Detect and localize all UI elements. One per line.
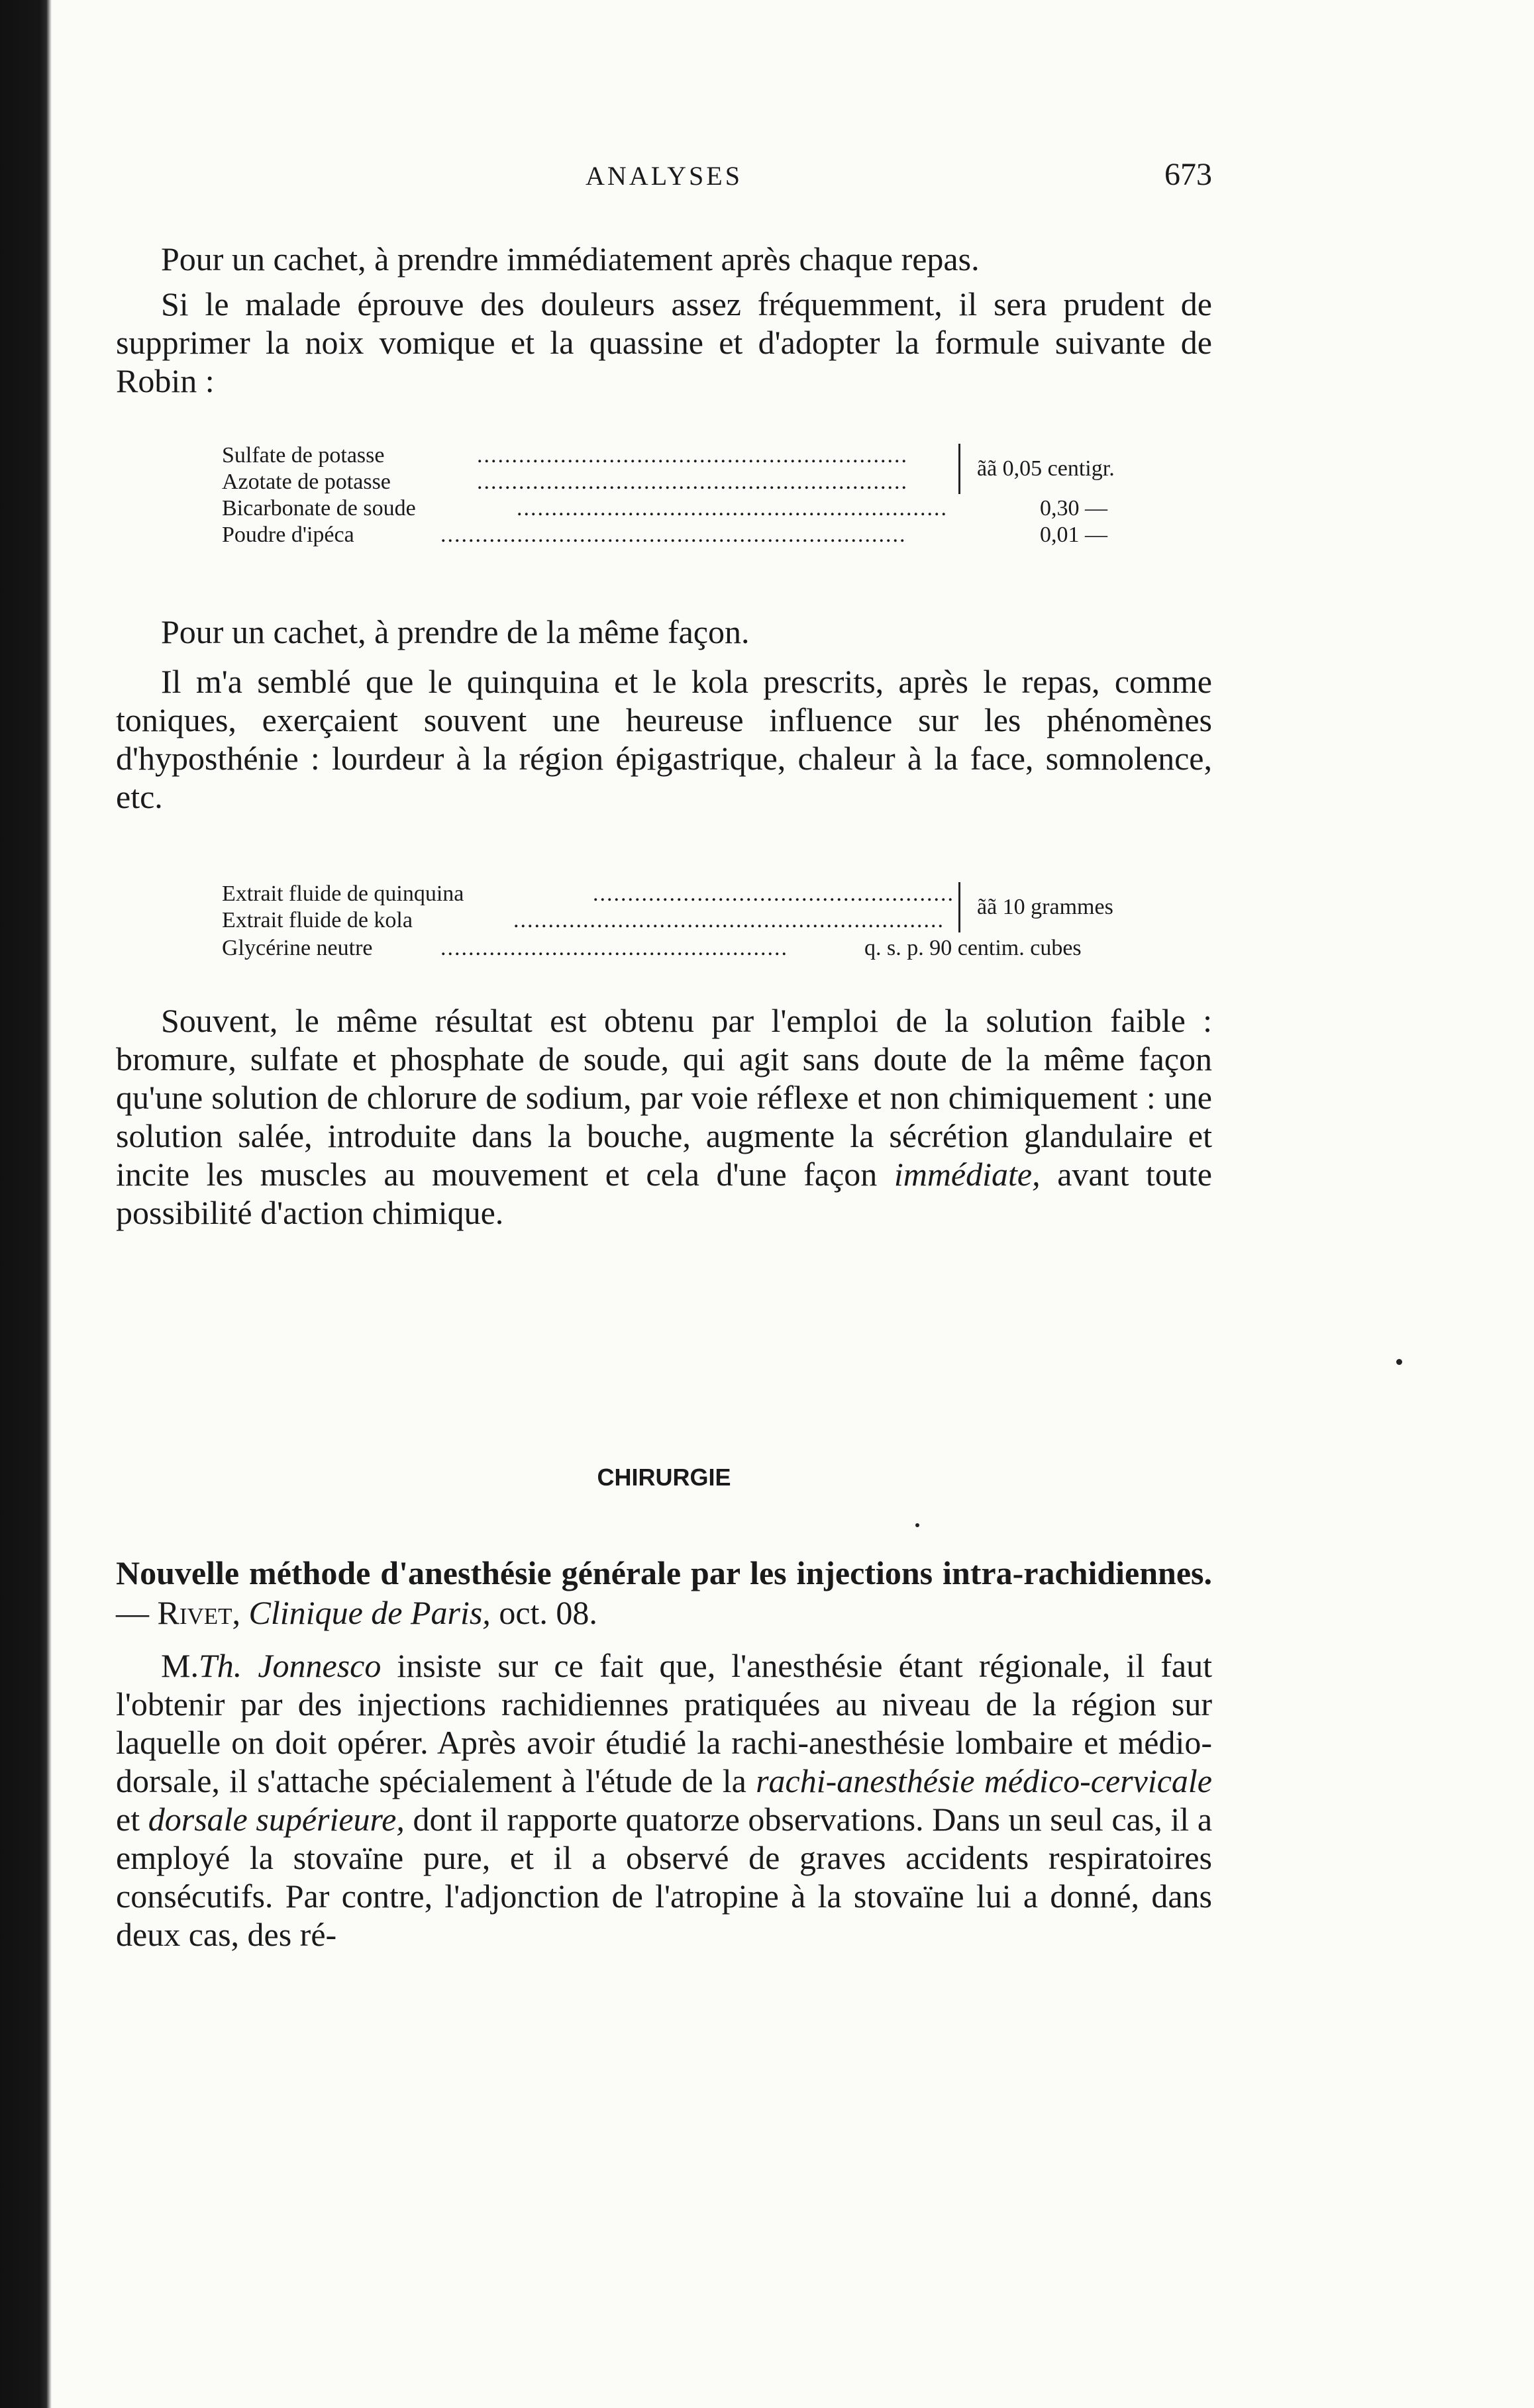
leader-dots: .............................................................. — [513, 908, 945, 932]
leader-dots: .............................................................. — [477, 443, 908, 468]
article-body — [116, 1646, 1212, 1954]
print-speck — [1396, 1359, 1402, 1365]
section-title: CHIRURGIE — [597, 1464, 731, 1491]
article-title: Nouvelle méthode d'anesthésie générale par les injections intra-rachidiennes. — [116, 1554, 1212, 1591]
title-dash: — — [116, 1594, 149, 1631]
bracket-dose: ãã 10 grammes — [977, 895, 1113, 919]
paragraph-4: Il m'a semblé que le quinquina et le kola prescrits, après le repas, comme toniques, exerçaient souvent une heureuse influence sur les phénomènes d'hyposthénie : lourdeur à la région épigastrique, chaleur à la face, somnolence, etc. — [116, 663, 1212, 815]
ingredient-name: Poudre d'ipéca — [222, 523, 354, 547]
ingredient-name: Extrait fluide de quinquina — [222, 881, 464, 906]
leader-dots: .................................................... — [593, 881, 954, 906]
author-prefix: M. — [161, 1647, 199, 1684]
body-text: insiste sur ce fait que, l'anesthésie étant régionale, il faut l'obtenir par des injections rachidiennes pratiquées au niveau de la région sur laquelle on doit opérer. Après avoir étudié la rachi-anesthésie lombaire et médio-dorsale, il s'attache spécialement à l'étude de la — [116, 1647, 1212, 1799]
ingredient-name: Glycérine neutre — [222, 936, 373, 960]
emphasis-region: dorsale supérieure, — [148, 1801, 405, 1838]
page-number: 673 — [1164, 157, 1212, 192]
ingredient-name: Extrait fluide de kola — [222, 908, 413, 932]
ingredient-name: Azotate de potasse — [222, 470, 391, 494]
bracket — [958, 882, 960, 932]
binding-shadow — [0, 0, 52, 2408]
body-text: dont il rapporte quatorze observations. Dans un seul cas, il a employé la stovaïne pure, et il a observé de graves accidents respiratoires consécutifs. Par contre, l'adjonction de l'atropine à la stovaïne lui a donné, dans deux cas, des ré- — [116, 1801, 1213, 1953]
body-text: et — [116, 1801, 140, 1838]
bracket — [958, 444, 960, 494]
leader-dots: .............................................................. — [477, 470, 908, 494]
ingredient-name: Sulfate de potasse — [222, 443, 385, 468]
article-author: Rivet, — [157, 1594, 241, 1631]
ingredient-name: Bicarbonate de soude — [222, 496, 416, 521]
publication-date: oct. 08. — [499, 1594, 597, 1631]
paragraph-5-text: Souvent, le même résultat est obtenu par l'emploi de la solution faible : bromure, sulfate et phosphate de soude, qui agit sans doute de la même façon qu'une solution de chlorure de sodium, par voie réflexe et non chimiquement : une solution salée, introduite dans la bouche, augmente la sécrétion glandulaire et incite les muscles au mouvement et cela d'une façon — [116, 1002, 1212, 1193]
running-head — [116, 157, 1212, 200]
paragraph-5 — [116, 1001, 1212, 1232]
bracket-dose: ãã 0,05 centigr. — [977, 456, 1115, 481]
ingredient-dose: 0,01 — — [1040, 523, 1107, 547]
emphasis-technique: rachi-anesthésie médico-cervicale — [756, 1762, 1212, 1799]
print-speck — [915, 1523, 919, 1527]
emphasis-immediate: immédiate, — [894, 1156, 1041, 1193]
leader-dots: ................................................................... — [440, 523, 907, 547]
journal-name: Clinique de Paris, — [248, 1594, 491, 1631]
cited-author: Th. Jonnesco — [198, 1647, 382, 1684]
running-title: ANALYSES — [586, 161, 742, 191]
byline — [116, 1594, 597, 1631]
leader-dots: .............................................................. — [517, 496, 948, 521]
leader-dots: .................................................. — [440, 936, 788, 960]
paragraph-1: Pour un cachet, à prendre immédiatement après chaque repas. — [161, 240, 980, 277]
paragraph-2: Si le malade éprouve des douleurs assez fréquemment, il sera prudent de supprimer la noix vomique et la quassine et d'adopter la formule suivante de Robin : — [116, 285, 1212, 399]
paragraph-3: Pour un cachet, à prendre de la même façon. — [161, 613, 750, 650]
article-heading — [116, 1553, 1212, 1632]
paragraph-5-tail: avant toute possibilité d'action chimique. — [116, 1156, 1213, 1231]
ingredient-dose: 0,30 — — [1040, 496, 1107, 521]
ingredient-dose: q. s. p. 90 centim. cubes — [864, 936, 1082, 960]
